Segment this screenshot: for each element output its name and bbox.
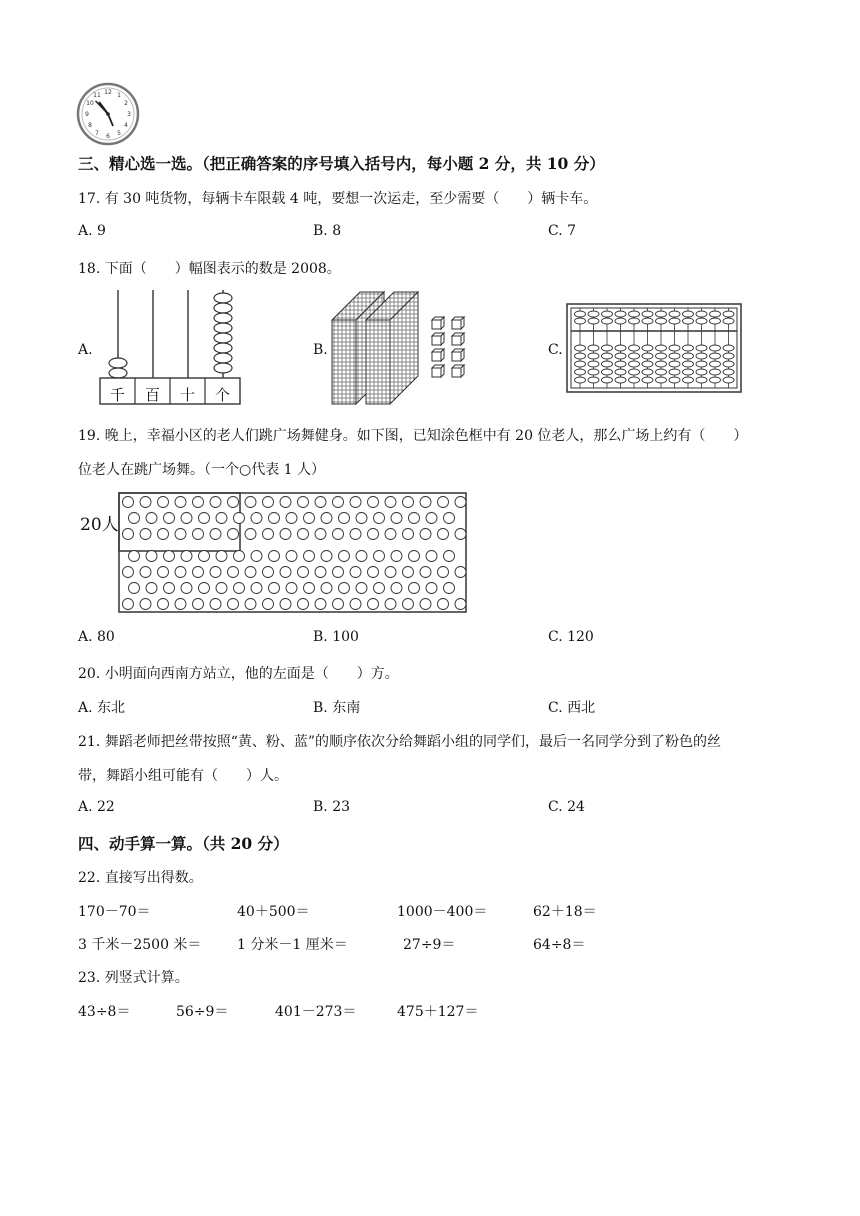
q22-item-8: 64÷8＝ [533, 937, 586, 953]
q23-text: 23. 列竖式计算。 [78, 970, 189, 986]
svg-text:12: 12 [104, 89, 112, 96]
q23-item-3: 401－273＝ [275, 1004, 357, 1020]
abacus-label-hundreds: 百 [145, 386, 161, 404]
svg-text:3: 3 [127, 111, 131, 118]
svg-text:6: 6 [106, 133, 110, 140]
q18-option-b: B. [313, 342, 328, 358]
chinese-abacus-figure [566, 303, 742, 393]
q19-text-line1: 19. 晚上，幸福小区的老人们跳广场舞健身。如下图，已知涂色框中有 20 位老人，那么广场上约有（ ） [78, 428, 748, 444]
q21-text-line1: 21. 舞蹈老师把丝带按照“黄、粉、蓝”的顺序依次分给舞蹈小组的同学们，最后一名同学分到了粉色的丝 [78, 734, 722, 750]
q22-item-4: 62＋18＝ [533, 904, 597, 920]
svg-text:9: 9 [85, 111, 89, 118]
q21-option-a: A. 22 [78, 799, 115, 815]
q19-option-a: A. 80 [78, 629, 115, 645]
q22-item-7: 27÷9＝ [403, 937, 456, 953]
q17-text: 17. 有 30 吨货物，每辆卡车限载 4 吨，要想一次运走，至少需要（ ）辆卡车。 [78, 191, 598, 207]
q22-item-3: 1000－400＝ [397, 904, 488, 920]
q18-option-a: A. [78, 342, 93, 358]
q20-option-b: B. 东南 [313, 700, 361, 716]
q22-item-6: 1 分米－1 厘米＝ [237, 937, 348, 953]
clock-icon [76, 82, 140, 146]
svg-text:5: 5 [117, 130, 121, 137]
q18-text: 18. 下面（ ）幅图表示的数是 2008。 [78, 261, 341, 277]
section-4-title: 四、动手算一算。（共 20 分） [78, 834, 289, 853]
q17-option-b: B. 8 [313, 223, 342, 239]
svg-text:2: 2 [124, 100, 128, 107]
svg-text:7: 7 [95, 130, 99, 137]
section-3-title: 三、精心选一选。（把正确答案的序号填入括号内，每小题 2 分，共 10 分） [78, 154, 605, 173]
svg-text:8: 8 [88, 122, 92, 129]
q20-option-c: C. 西北 [548, 700, 596, 716]
q21-option-b: B. 23 [313, 799, 351, 815]
base-ten-blocks-figure [330, 290, 480, 410]
q19-option-c: C. 120 [548, 629, 594, 645]
abacus-label-tens: 十 [180, 386, 196, 404]
q23-item-1: 43÷8＝ [78, 1004, 131, 1020]
svg-text:10: 10 [86, 100, 94, 107]
svg-text:4: 4 [124, 122, 128, 129]
q19-text-line2: 位老人在跳广场舞。（一个○代表 1 人） [78, 462, 326, 478]
crowd-box-label: 20人 [80, 515, 119, 535]
q20-text: 20. 小明面向西南方站立，他的左面是（ ）方。 [78, 666, 399, 682]
q22-item-5: 3 千米－2500 米＝ [78, 937, 202, 953]
q22-item-1: 170－70＝ [78, 904, 151, 920]
q21-text-line2: 带，舞蹈小组可能有（ ）人。 [78, 768, 288, 784]
svg-text:11: 11 [93, 92, 101, 99]
abacus-label-thousands: 千 [110, 386, 126, 404]
abacus-label-ones: 个 [215, 386, 231, 404]
q17-option-a: A. 9 [78, 223, 106, 239]
q23-item-4: 475＋127＝ [397, 1004, 479, 1020]
q21-option-c: C. 24 [548, 799, 585, 815]
q18-option-c: C. [548, 342, 563, 358]
svg-text:1: 1 [117, 92, 121, 99]
q22-text: 22. 直接写出得数。 [78, 870, 203, 886]
q17-option-c: C. 7 [548, 223, 577, 239]
q19-option-b: B. 100 [313, 629, 359, 645]
q22-item-2: 40＋500＝ [237, 904, 310, 920]
crowd-figure [118, 492, 468, 614]
q23-item-2: 56÷9＝ [176, 1004, 229, 1020]
q20-option-a: A. 东北 [78, 700, 126, 716]
